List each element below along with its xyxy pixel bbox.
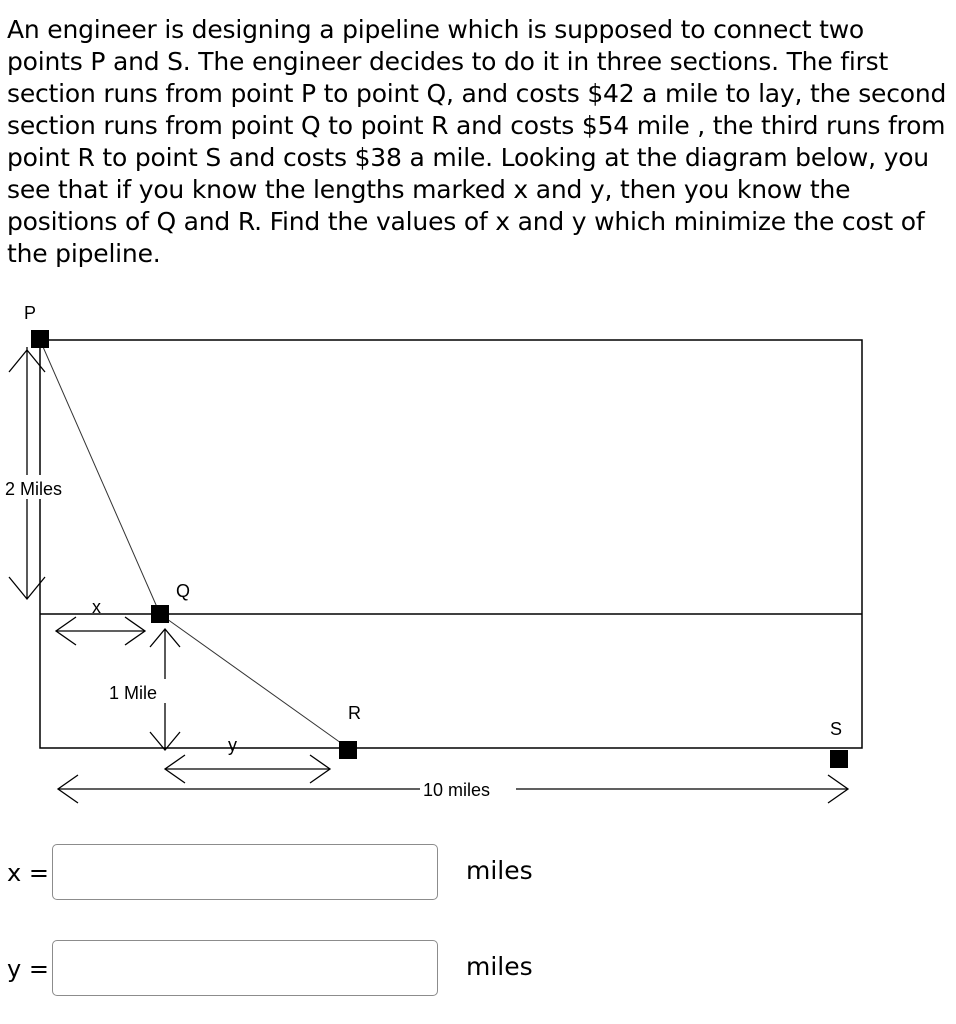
answer-row-x [0,844,956,902]
one-mile-label: 1 Mile [109,683,158,703]
x-label: x [92,597,101,617]
point-r-marker [339,741,357,759]
problem-text: An engineer is designing a pipeline which is supposed to connect two points P and S. The engineer decides to do it in three sections. The first section runs from point P to point Q, and costs $42 a mile to lay, the second section runs from point Q to point R and costs $54 mile , the third runs from point R to point S and costs $38 a mile. Looking at the diagram below, you see that if you know the lengths marked x and y, then you know the positions of Q and R. Find the values of x and y which minimize the cost of the pipeline. [7,15,947,268]
ten-miles-label: 10 miles [423,780,491,800]
y-answer-label: y = [7,955,49,983]
x-answer-input[interactable] [52,844,438,900]
y-label: y [228,735,237,755]
x-dimension [56,617,145,645]
pipe-q-to-r [160,614,348,748]
point-q-marker [151,605,169,623]
y-answer-unit: miles [466,952,533,981]
two-miles-label: 2 Miles [5,479,63,499]
point-s-marker [830,750,848,768]
point-r-label: R [348,703,361,723]
point-s-label: S [830,719,843,739]
x-answer-label: x = [7,859,49,887]
y-answer-input[interactable] [52,940,438,996]
pipeline-diagram [0,295,956,815]
point-p-marker [31,330,49,348]
point-p-label: P [24,303,37,323]
y-dimension [165,755,330,783]
x-answer-unit: miles [466,856,533,885]
point-q-label: Q [176,581,191,601]
answer-row-y [0,940,956,998]
